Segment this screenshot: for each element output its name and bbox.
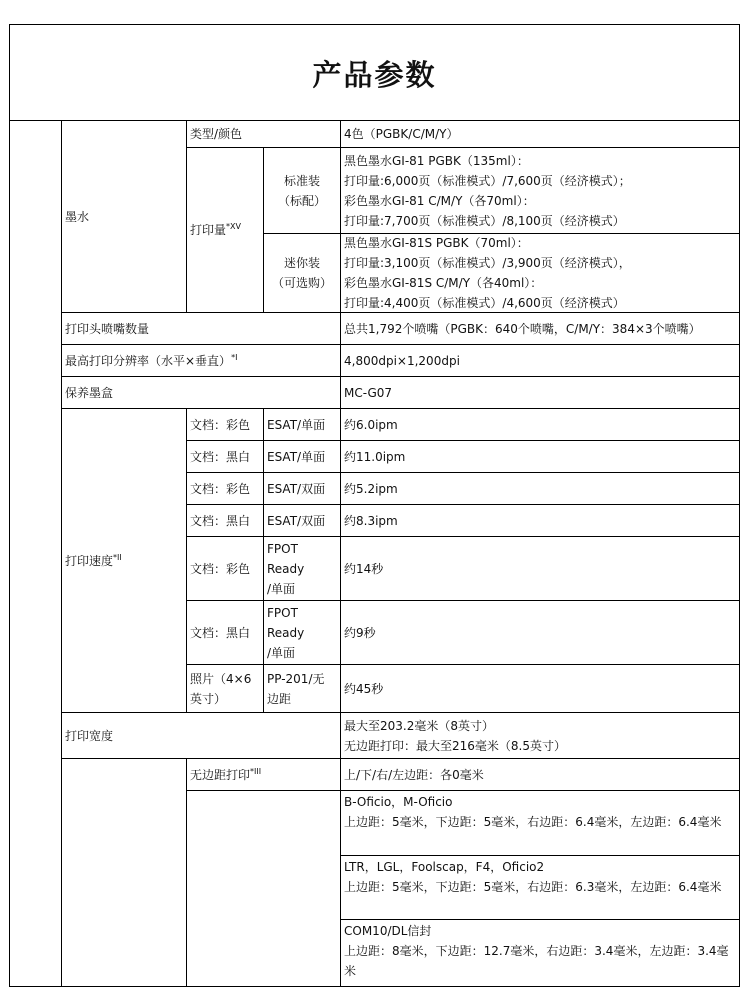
ink-standard-label-cell bbox=[263, 147, 341, 234]
ink-mini-label-1: 迷你装 bbox=[283, 256, 320, 270]
maintenance-label-cell bbox=[61, 376, 341, 409]
speed-fpot-mono-value bbox=[340, 600, 740, 665]
margin-block bbox=[340, 919, 740, 987]
ink-standard-line: 打印量:6,000页（标准模式）/7,600页（经济模式）； bbox=[344, 173, 631, 188]
title-box bbox=[9, 24, 740, 122]
speed-mode-label: 文档：黑白 bbox=[190, 625, 251, 640]
speed-footnote: *II bbox=[113, 552, 122, 562]
speed-mode-label: 文档：彩色 bbox=[190, 481, 251, 496]
speed-method-line: /单面 bbox=[267, 645, 296, 660]
maintenance-label: 保养墨盒 bbox=[65, 385, 114, 400]
borderless-footnote: *III bbox=[250, 766, 262, 776]
speed-method-label: ESAT/单面 bbox=[267, 417, 326, 432]
ink-mini-label-cell bbox=[263, 233, 341, 313]
margin-block-text: 上边距：8毫米，下边距：12.7毫米，右边距：3.4毫米，左边距：3.4毫米 bbox=[344, 944, 729, 978]
speed-method-line: FPOT bbox=[267, 605, 298, 620]
speed-method-line: PP-201/无 bbox=[267, 671, 325, 686]
speed-mode-line: 照片（4×6 bbox=[190, 671, 252, 686]
speed-row-value bbox=[340, 504, 740, 537]
ink-yield-label: 打印量$^{*XV}$ bbox=[190, 222, 241, 237]
speed-mode-label: 文档：黑白 bbox=[190, 449, 251, 464]
speed-row-value bbox=[340, 440, 740, 473]
speed-fpot-color-col2 bbox=[263, 536, 341, 601]
nozzles-value-cell bbox=[340, 312, 740, 345]
page-title: 产品参数 bbox=[312, 57, 437, 92]
speed-row-col1 bbox=[186, 408, 264, 441]
speed-value: 约8.3ipm bbox=[344, 513, 398, 528]
resolution-value-cell bbox=[340, 344, 740, 377]
resolution-footnote: *I bbox=[231, 352, 238, 362]
speed-mode-label: 文档：彩色 bbox=[190, 417, 251, 432]
resolution-label: 最高打印分辨率（水平×垂直）$^{*I}$ bbox=[65, 352, 238, 368]
resolution-label-cell bbox=[61, 344, 341, 377]
speed-value: 约14秒 bbox=[344, 561, 384, 576]
speed-method-line: 边距 bbox=[267, 691, 292, 706]
ink-yield-footnote: *XV bbox=[226, 222, 241, 231]
margin-block bbox=[340, 790, 740, 856]
speed-photo-value bbox=[340, 664, 740, 713]
speed-row-col2 bbox=[263, 504, 341, 537]
borderless-value: 上/下/右/左边距：各0毫米 bbox=[344, 767, 484, 782]
speed-method-label: ESAT/双面 bbox=[267, 481, 326, 496]
resolution-value: 4,800dpi×1,200dpi bbox=[344, 353, 460, 368]
spec-sheet bbox=[9, 24, 740, 987]
ink-mini-line: 黑色墨水GI-81S PGBK（70ml）： bbox=[344, 236, 529, 250]
speed-label: 打印速度$^{*II}$ bbox=[65, 552, 122, 568]
speed-photo-col1 bbox=[186, 664, 264, 713]
speed-fpot-mono-col2 bbox=[263, 600, 341, 665]
speed-method-line: FPOT bbox=[267, 541, 298, 556]
speed-mode-line: 英寸） bbox=[190, 691, 227, 706]
margin-block-text: 上边距：5毫米，下边距：5毫米，右边距：6.4毫米，左边距：6.4毫米 bbox=[344, 815, 722, 829]
speed-method-label: ESAT/双面 bbox=[267, 513, 326, 528]
ink-standard-label-1: 标准装 bbox=[283, 173, 320, 188]
ink-standard-line: 彩色墨水GI-81 C/M/Y（各70ml）： bbox=[344, 193, 535, 208]
ink-type-label: 类型/颜色 bbox=[190, 127, 243, 141]
speed-fpot-color-col1 bbox=[186, 536, 264, 601]
outer-left-column bbox=[9, 120, 62, 987]
speed-value: 约45秒 bbox=[344, 681, 384, 696]
ink-standard-line: 黑色墨水GI-81 PGBK（135ml）： bbox=[344, 153, 529, 168]
nozzles-label: 打印头喷嘴数量 bbox=[65, 321, 150, 336]
speed-value: 约5.2ipm bbox=[344, 481, 398, 496]
margin-block-title: B-Oficio，M-Oficio bbox=[344, 795, 453, 809]
speed-photo-col2 bbox=[263, 664, 341, 713]
borderless-label-cell bbox=[186, 758, 341, 791]
margins-sub-label-cell bbox=[186, 790, 341, 987]
ink-label: 墨水 bbox=[65, 209, 90, 224]
speed-value: 约9秒 bbox=[344, 625, 376, 640]
speed-value: 约11.0ipm bbox=[344, 449, 406, 464]
speed-fpot-mono-col1 bbox=[186, 600, 264, 665]
ink-standard-line: 打印量:7,700页（标准模式）/8,100页（经济模式） bbox=[344, 213, 625, 228]
margins-label-cell bbox=[61, 758, 187, 987]
ink-type-value: 4色（PGBK/C/M/Y） bbox=[344, 127, 459, 141]
margin-block-title: LTR，LGL，Foolscap，F4，Oficio2 bbox=[344, 860, 545, 874]
speed-mode-label: 文档：黑白 bbox=[190, 513, 251, 528]
ink-mini-line: 打印量:4,400页（标准模式）/4,600页（经济模式） bbox=[344, 296, 625, 310]
speed-method-label: ESAT/单面 bbox=[267, 449, 326, 464]
speed-row-col2 bbox=[263, 472, 341, 505]
width-line: 无边距打印：最大至216毫米（8.5英寸） bbox=[344, 738, 566, 753]
ink-mini-label-2: （可选购） bbox=[271, 276, 332, 290]
margin-block bbox=[340, 855, 740, 920]
width-label: 打印宽度 bbox=[65, 728, 114, 743]
margin-block-text: 上边距：5毫米，下边距：5毫米，右边距：6.3毫米，左边距：6.4毫米 bbox=[344, 880, 722, 894]
speed-fpot-color-value bbox=[340, 536, 740, 601]
speed-value: 约6.0ipm bbox=[344, 417, 398, 432]
speed-method-line: Ready bbox=[267, 625, 305, 640]
speed-row-value bbox=[340, 472, 740, 505]
ink-standard-label-2: （标配） bbox=[277, 193, 326, 208]
margin-block-title: COM10/DL信封 bbox=[344, 924, 432, 938]
speed-row-col1 bbox=[186, 504, 264, 537]
ink-standard-value-cell bbox=[340, 147, 740, 234]
ink-mini-value-cell bbox=[340, 233, 740, 313]
ink-type-value-cell bbox=[340, 120, 740, 148]
nozzles-label-cell bbox=[61, 312, 341, 345]
speed-row-col1 bbox=[186, 472, 264, 505]
ink-mini-line: 彩色墨水GI-81S C/M/Y（各40ml）： bbox=[344, 276, 543, 290]
maintenance-value: MC-G07 bbox=[344, 385, 393, 400]
speed-method-line: /单面 bbox=[267, 581, 296, 596]
ink-type-label-cell bbox=[186, 120, 341, 148]
width-value-cell bbox=[340, 712, 740, 759]
borderless-label: 无边距打印$^{*III}$ bbox=[190, 766, 262, 782]
borderless-value-cell bbox=[340, 758, 740, 791]
speed-row-value bbox=[340, 408, 740, 441]
speed-label-cell bbox=[61, 408, 187, 713]
speed-row-col1 bbox=[186, 440, 264, 473]
ink-label-cell bbox=[61, 120, 187, 313]
maintenance-value-cell bbox=[340, 376, 740, 409]
ink-yield-label-cell bbox=[186, 147, 264, 313]
width-label-cell bbox=[61, 712, 341, 759]
speed-row-col2 bbox=[263, 408, 341, 441]
speed-mode-label: 文档：彩色 bbox=[190, 561, 251, 576]
width-line: 最大至203.2毫米（8英寸） bbox=[344, 718, 494, 733]
speed-method-line: Ready bbox=[267, 561, 305, 576]
ink-mini-line: 打印量:3,100页（标准模式）/3,900页（经济模式）， bbox=[344, 256, 631, 270]
speed-row-col2 bbox=[263, 440, 341, 473]
nozzles-value: 总共1,792个喷嘴（PGBK：640个喷嘴，C/M/Y：384×3个喷嘴） bbox=[344, 321, 701, 336]
